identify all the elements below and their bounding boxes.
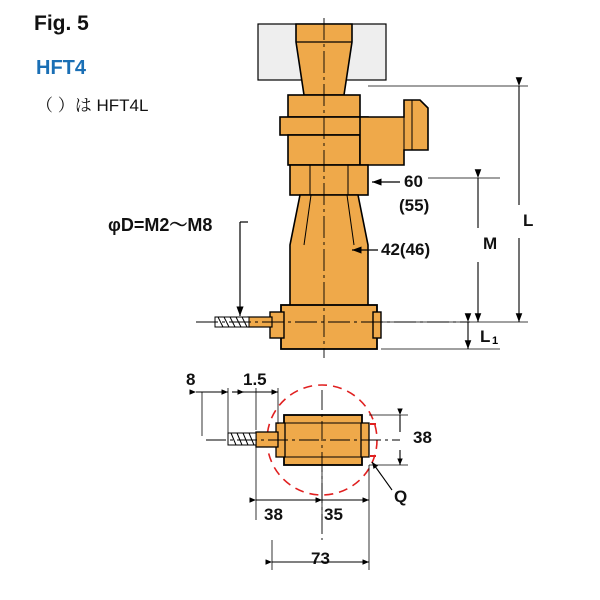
dim-35-label: 35 <box>324 505 343 524</box>
dim-42-46-label: 42(46) <box>381 240 431 259</box>
dim-L-label: L <box>523 211 534 230</box>
dim-38-right-label: 38 <box>413 428 432 447</box>
figure-title: Fig. 5 <box>34 12 89 35</box>
dim-Q-label: Q <box>394 487 408 506</box>
dim-60-label: 60 <box>404 172 423 191</box>
dim-L1-label: L <box>480 327 491 346</box>
model-note: （ ）は HFT4L <box>36 96 149 115</box>
dim-73-label: 73 <box>311 549 330 568</box>
thread-spec-label: φD=M2〜M8 <box>108 215 213 235</box>
dim-L1-subscript: 1 <box>492 335 499 347</box>
tool-holder-side-view <box>196 18 470 358</box>
model-name: HFT4 <box>36 57 86 79</box>
dim-55-label: (55) <box>399 196 430 215</box>
dim-38-label: 38 <box>264 505 283 524</box>
dim-8-label: 8 <box>186 370 196 389</box>
tool-head-detail-view <box>206 385 400 540</box>
dim-M-label: M <box>483 234 498 253</box>
dim-1-5-label: 1.5 <box>243 370 267 389</box>
